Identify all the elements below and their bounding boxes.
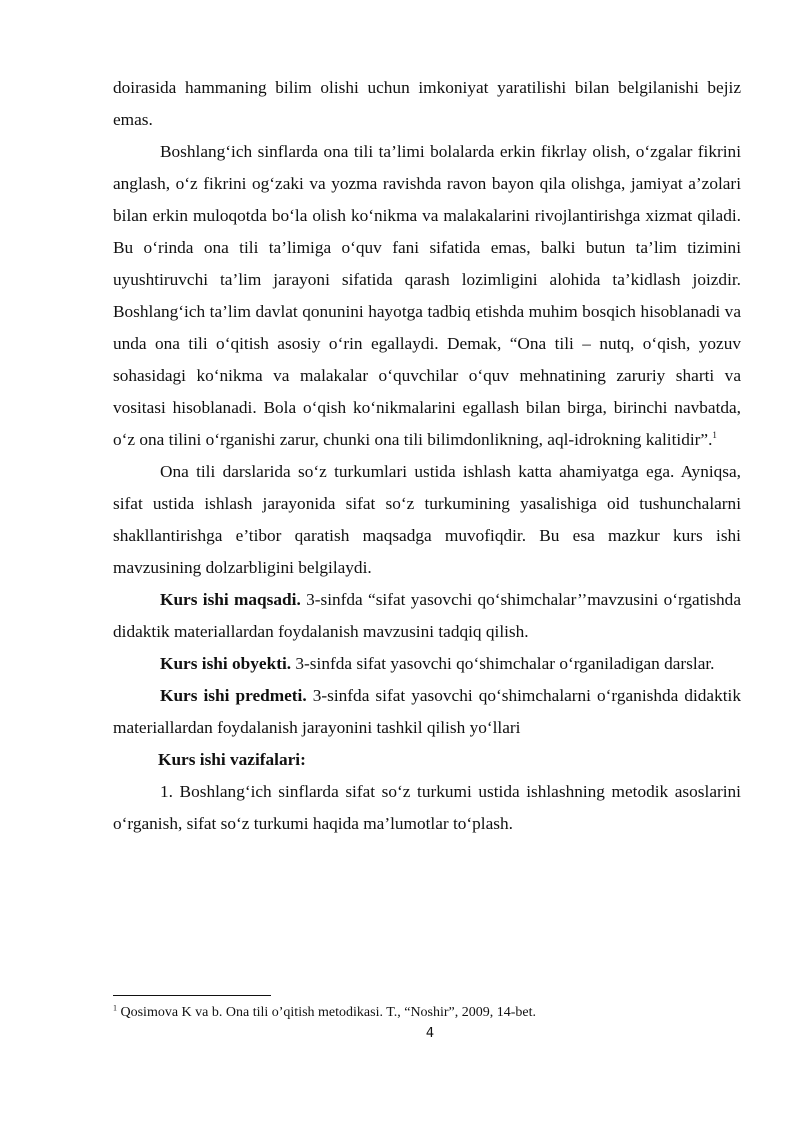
paragraph-intro: doirasida hammaning bilim olishi uchun imkoniyat yaratilishi bilan belgilanishi bejiz emas.: [113, 78, 741, 129]
footnote-marker: 1: [113, 1003, 117, 1013]
page-body: [113, 72, 741, 840]
object-text: 3-sinfda sifat yasovchi qo‘shimchalar o‘rganiladigan darslar.: [291, 654, 715, 673]
paragraph-goal: [113, 584, 741, 648]
subject-text: 3-sinfda sifat yasovchi qo‘shimchalarni o‘rganishda didaktik materiallardan foydalanish jarayonini tashkil qilish yo‘llari: [113, 686, 741, 737]
page-number: 4: [425, 1026, 435, 1041]
goal-text: 3-sinfda “sifat yasovchi qo‘shimchalar’’mavzusini o‘rgatishda didaktik materiallardan foydalanish mavzusini tadqiq qilish.: [113, 590, 741, 641]
task-item-1: 1. Boshlang‘ich sinflarda sifat so‘z turkumi ustida ishlashning metodik asoslarini o‘rganish, sifat so‘z turkumi haqida ma’lumotlar to‘plash.: [113, 782, 741, 833]
footnote: [113, 1004, 741, 1022]
paragraph-mother-tongue-text: Boshlang‘ich sinflarda ona tili ta’limi bolalarda erkin fikrlay olish, o‘zgalar fikrini anglash, o‘z fikrini og‘zaki va yozma ravishda ravon bayon qila olishga, jamiyat a’zolari bilan erkin muloqotda bo‘la olish ko‘nikma va malakalarini rivojlantirishga xizmat qiladi. Bu o‘rinda ona tili ta’limiga o‘quv fani sifatida emas, balki butun ta’lim tizimini uyushtiruvchi ta’lim jarayoni sifatida qarash lozimligini alohida ta’kidlash joizdir. Boshlang‘ich ta’lim davlat qonunini hayotga tadbiq etishda muhim bosqich hisoblanadi va unda ona tili o‘qitish asosiy o‘rin egallaydi. Demak, “Ona tili – nutq, o‘qish, yozuv sohasidagi ko‘nikma va malakalar o‘quvchilar o‘quv mehnatining zaruriy sharti va vositasi hisoblanadi. Bola o‘qish ko‘nikmalarini egallash bilan birga, birinchi navbatda, o‘z ona tilini o‘rganishi zarur, chunki ona tili bilimdonlikning, aql-idrokning kalitidir”.: [113, 142, 741, 449]
footnote-text: Qosimova K va b. Ona tili o’qitish metodikasi. T., “Noshir”, 2009, 14-bet.: [117, 1005, 537, 1020]
footnote-divider: [113, 995, 271, 996]
object-label: Kurs ishi obyekti.: [160, 654, 292, 673]
paragraph-subject: [113, 680, 741, 744]
paragraph-object: [113, 648, 741, 680]
paragraph-relevance: Ona tili darslarida so‘z turkumlari ustida ishlash katta ahamiyatga ega. Ayniqsa, sifat ustida ishlash jarayonida sifat so‘z turkumining yasalishiga oid tushunchalarni shakllantirishga e’tibor qaratish maqsadga muvofiqdir. Bu esa mazkur kurs ishi mavzusining dolzarbligini belgilaydi.: [113, 462, 741, 577]
paragraph-mother-tongue: [113, 136, 741, 456]
tasks-heading: Kurs ishi vazifalari:: [158, 750, 306, 769]
footnote-reference[interactable]: 1: [712, 430, 717, 441]
subject-label: Kurs ishi predmeti.: [160, 686, 307, 705]
goal-label: Kurs ishi maqsadi.: [160, 590, 301, 609]
